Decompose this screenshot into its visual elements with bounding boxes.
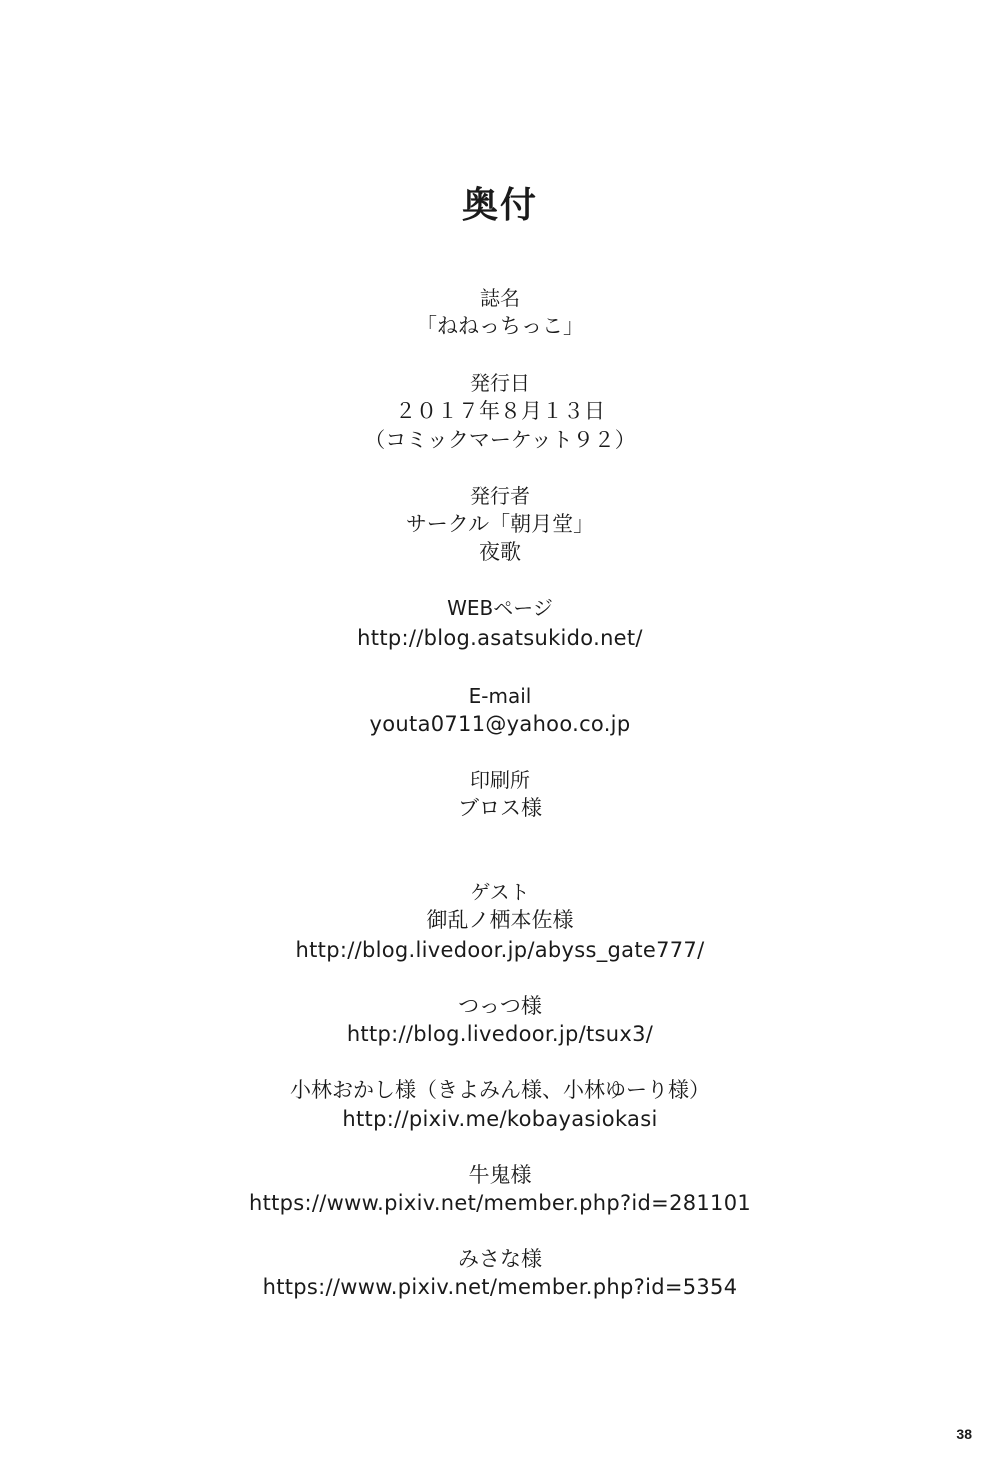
- guests-label: ゲスト: [470, 880, 530, 904]
- guest-url: https://www.pixiv.net/member.php?id=5354: [262, 1275, 738, 1299]
- publisher-label: 発行者: [470, 484, 530, 508]
- publish-date-label: 発行日: [470, 371, 530, 395]
- email-label: E-mail: [468, 684, 532, 708]
- email-address: youta0711@yahoo.co.jp: [369, 712, 631, 736]
- printer-label: 印刷所: [470, 768, 530, 792]
- publisher-name: 夜歌: [479, 540, 521, 564]
- guest-url: http://blog.livedoor.jp/abyss_gate777/: [295, 938, 705, 962]
- colophon-title: 奥付: [461, 185, 538, 226]
- guest-name: 牛鬼様: [468, 1163, 532, 1187]
- guest-url: http://pixiv.me/kobayasiokasi: [342, 1107, 658, 1131]
- guest-name: 小林おかし様（きよみん様、小林ゆーり様）: [290, 1078, 710, 1102]
- web-url: http://blog.asatsukido.net/: [357, 626, 643, 650]
- publish-date: ２０１７年８月１３日: [395, 399, 605, 423]
- guest-url: https://www.pixiv.net/member.php?id=281101: [248, 1191, 752, 1215]
- guest-url: http://blog.livedoor.jp/tsux3/: [346, 1022, 654, 1046]
- publish-event: （コミックマーケット９２）: [364, 428, 636, 452]
- guest-name: 御乱ノ栖本佐様: [426, 908, 574, 932]
- guest-name: みさな様: [458, 1247, 542, 1271]
- web-label: WEBページ: [447, 596, 553, 620]
- printer-name: ブロス様: [458, 796, 542, 820]
- guest-name: つっつ様: [458, 994, 542, 1018]
- publisher-circle: サークル「朝月堂」: [405, 512, 595, 536]
- page-number: 38: [956, 1426, 972, 1442]
- magazine-title: 「ねねっちっこ」: [416, 314, 584, 338]
- magazine-label: 誌名: [480, 286, 520, 310]
